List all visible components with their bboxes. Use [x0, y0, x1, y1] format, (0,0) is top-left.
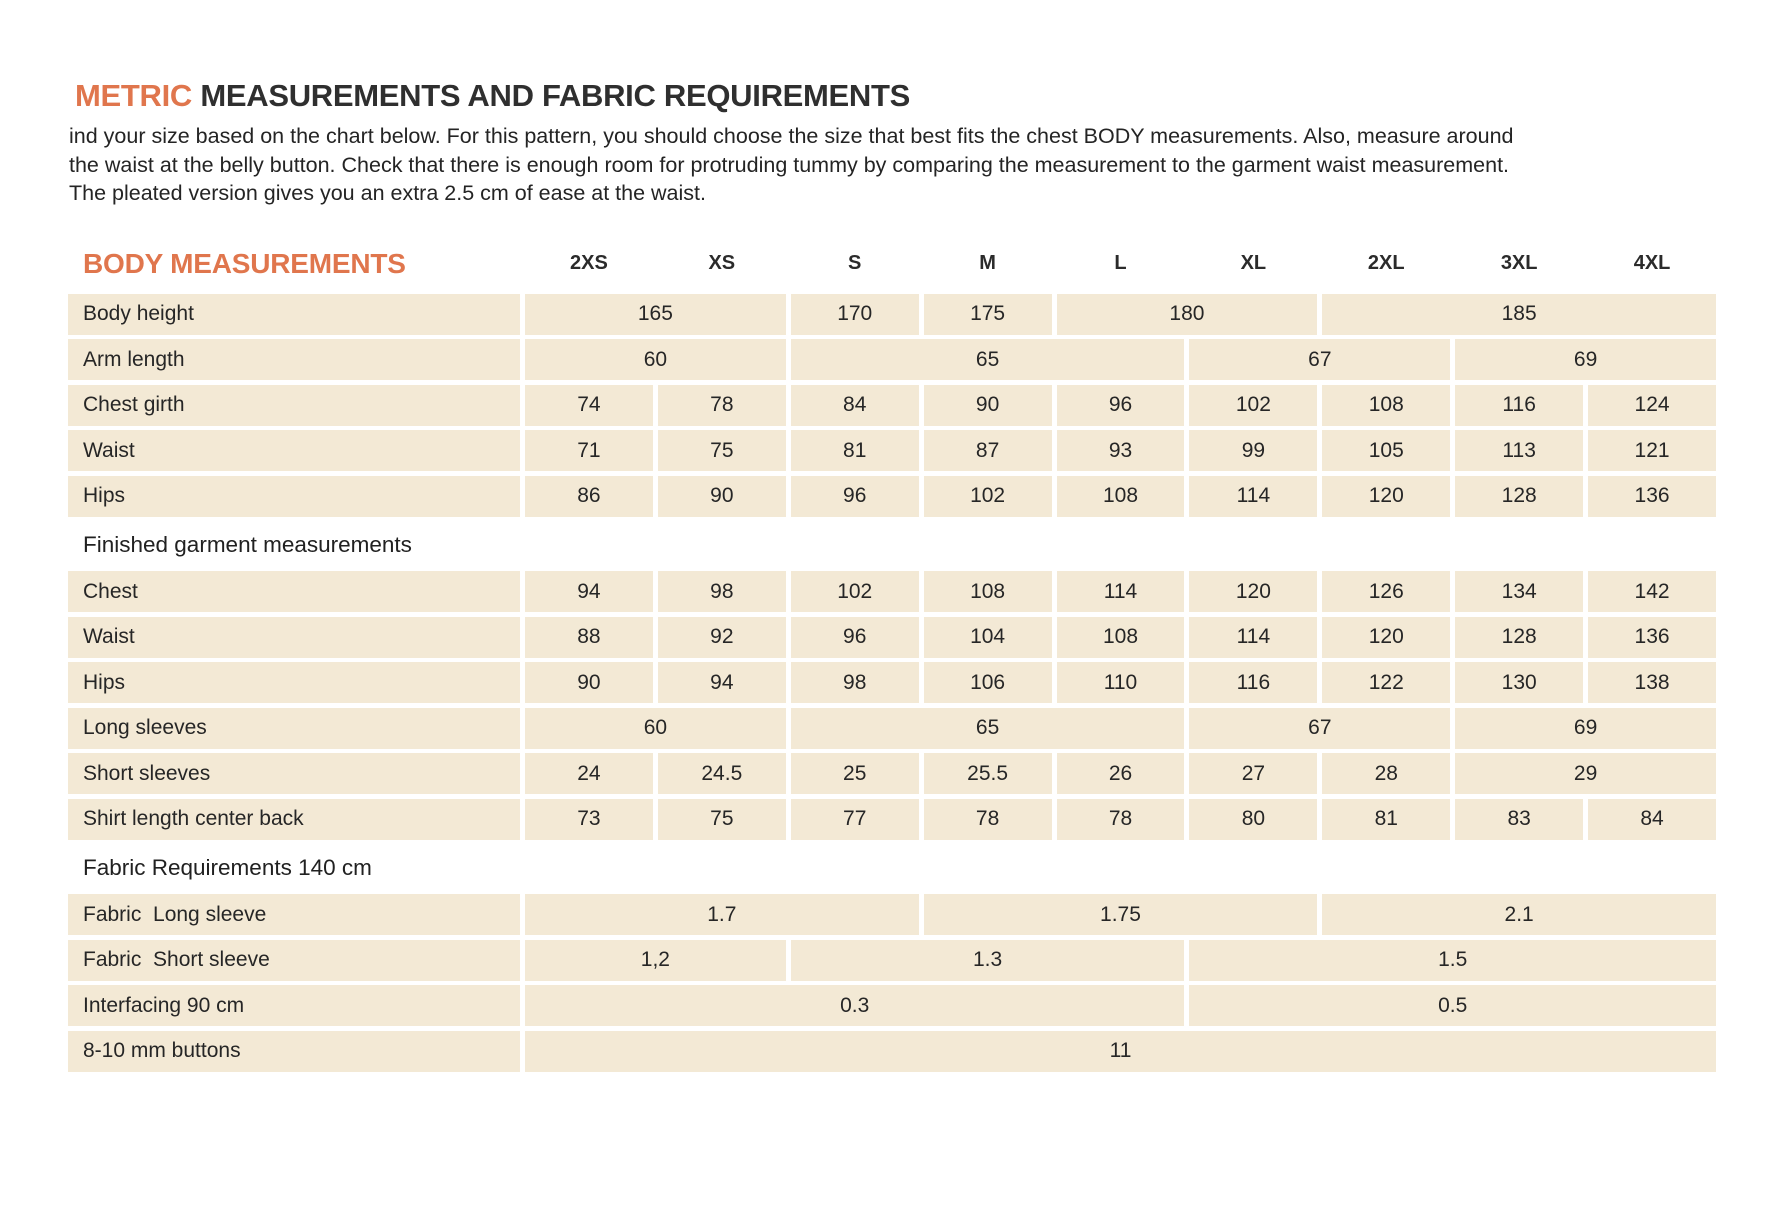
- value-cell: 165: [525, 294, 786, 335]
- value-cell: 24.5: [658, 753, 786, 794]
- section-heading: Finished garment measurements: [83, 531, 412, 557]
- value-cell: 60: [525, 708, 786, 749]
- value-cell: 86: [525, 476, 653, 517]
- value-cell: 11: [525, 1031, 1716, 1072]
- value-cell: 94: [658, 662, 786, 703]
- value-cell: 90: [658, 476, 786, 517]
- value-cell: 74: [525, 385, 653, 426]
- row-label: Waist: [68, 617, 520, 658]
- table-row: [68, 753, 1716, 794]
- value-cell: 60: [525, 339, 786, 380]
- row-label: Chest girth: [68, 385, 520, 426]
- value-cell: 81: [791, 430, 919, 471]
- table-row: [68, 1031, 1716, 1072]
- value-cell: 24: [525, 753, 653, 794]
- value-cell: 81: [1322, 799, 1450, 840]
- value-cell: 69: [1455, 339, 1716, 380]
- value-cell: 1.3: [791, 940, 1185, 981]
- value-cell: 130: [1455, 662, 1583, 703]
- value-cell: 25: [791, 753, 919, 794]
- value-cell: 69: [1455, 708, 1716, 749]
- value-cell: 84: [791, 385, 919, 426]
- value-cell: 170: [791, 294, 919, 335]
- row-label: Hips: [68, 662, 520, 703]
- value-cell: 67: [1189, 339, 1450, 380]
- row-label: Arm length: [68, 339, 520, 380]
- page-title-rest: MEASUREMENTS AND FABRIC REQUIREMENTS: [192, 78, 911, 113]
- value-cell: 175: [924, 294, 1052, 335]
- value-cell: 99: [1189, 430, 1317, 471]
- value-cell: 75: [658, 430, 786, 471]
- value-cell: 96: [791, 617, 919, 658]
- size-column-header: XL: [1240, 252, 1267, 274]
- value-cell: 120: [1322, 476, 1450, 517]
- value-cell: 98: [791, 662, 919, 703]
- size-column-header: M: [979, 252, 996, 274]
- value-cell: 114: [1057, 571, 1185, 612]
- value-cell: 88: [525, 617, 653, 658]
- table-row: [68, 708, 1716, 749]
- intro-paragraph: ind your size based on the chart below. For this pattern, you should choose the size that best fits the chest BODY measurements. Also, measure around the waist at the belly button. Check that there is enough room for protruding tummy by comparing the measurement to the garment waist measurement. The pleated version gives you an extra 2.5 cm of ease at the waist.: [69, 124, 1514, 205]
- value-cell: 2.1: [1322, 894, 1716, 935]
- value-cell: 105: [1322, 430, 1450, 471]
- value-cell: 78: [658, 385, 786, 426]
- section-heading: Fabric Requirements 140 cm: [83, 854, 372, 880]
- value-cell: 180: [1057, 294, 1318, 335]
- value-cell: 75: [658, 799, 786, 840]
- value-cell: 65: [791, 339, 1185, 380]
- value-cell: 108: [1322, 385, 1450, 426]
- value-cell: 116: [1455, 385, 1583, 426]
- value-cell: 120: [1189, 571, 1317, 612]
- row-label: Fabric Long sleeve: [68, 894, 520, 935]
- value-cell: 128: [1455, 476, 1583, 517]
- table-row: [68, 662, 1716, 703]
- value-cell: 65: [791, 708, 1185, 749]
- value-cell: 185: [1322, 294, 1716, 335]
- size-column-header: 4XL: [1633, 252, 1671, 274]
- row-label: 8-10 mm buttons: [68, 1031, 520, 1072]
- value-cell: 1.7: [525, 894, 919, 935]
- value-cell: 136: [1588, 476, 1716, 517]
- value-cell: 120: [1322, 617, 1450, 658]
- value-cell: 114: [1189, 617, 1317, 658]
- row-label: Waist: [68, 430, 520, 471]
- value-cell: 1.75: [924, 894, 1318, 935]
- table-row: [68, 571, 1716, 612]
- size-column-header: S: [848, 252, 862, 274]
- table-row: [68, 940, 1716, 981]
- size-column-header: 2XL: [1367, 252, 1405, 274]
- value-cell: 90: [924, 385, 1052, 426]
- value-cell: 121: [1588, 430, 1716, 471]
- value-cell: 1,2: [525, 940, 786, 981]
- table-header-row: [68, 240, 1716, 288]
- table-row: [68, 385, 1716, 426]
- row-label: Body height: [68, 294, 520, 335]
- page-title-highlight: METRIC: [75, 78, 193, 113]
- size-column-header: XS: [708, 252, 736, 274]
- page-title: [75, 78, 1722, 114]
- row-label: Short sleeves: [68, 753, 520, 794]
- size-column-header: 2XS: [570, 252, 608, 274]
- value-cell: 78: [1057, 799, 1185, 840]
- value-cell: 92: [658, 617, 786, 658]
- value-cell: 102: [1189, 385, 1317, 426]
- value-cell: 87: [924, 430, 1052, 471]
- value-cell: 128: [1455, 617, 1583, 658]
- value-cell: 136: [1588, 617, 1716, 658]
- size-column-header: 3XL: [1500, 252, 1538, 274]
- value-cell: 134: [1455, 571, 1583, 612]
- row-label: Fabric Short sleeve: [68, 940, 520, 981]
- value-cell: 77: [791, 799, 919, 840]
- value-cell: 98: [658, 571, 786, 612]
- row-label: Interfacing 90 cm: [68, 985, 520, 1026]
- value-cell: 93: [1057, 430, 1185, 471]
- value-cell: 0.3: [525, 985, 1184, 1026]
- value-cell: 124: [1588, 385, 1716, 426]
- value-cell: 1.5: [1189, 940, 1716, 981]
- value-cell: 28: [1322, 753, 1450, 794]
- value-cell: 84: [1588, 799, 1716, 840]
- table-row: [68, 339, 1716, 380]
- row-label: Shirt length center back: [68, 799, 520, 840]
- value-cell: 102: [924, 476, 1052, 517]
- value-cell: 126: [1322, 571, 1450, 612]
- value-cell: 102: [791, 571, 919, 612]
- row-label: Hips: [68, 476, 520, 517]
- value-cell: 110: [1057, 662, 1185, 703]
- value-cell: 67: [1189, 708, 1450, 749]
- value-cell: 73: [525, 799, 653, 840]
- table-header-title: BODY MEASUREMENTS: [83, 247, 406, 279]
- value-cell: 114: [1189, 476, 1317, 517]
- value-cell: 122: [1322, 662, 1450, 703]
- value-cell: 108: [924, 571, 1052, 612]
- value-cell: 96: [1057, 385, 1185, 426]
- value-cell: 96: [791, 476, 919, 517]
- table-row: [68, 294, 1716, 335]
- size-column-header: L: [1114, 252, 1127, 274]
- row-label: Long sleeves: [68, 708, 520, 749]
- table-row: [68, 799, 1716, 840]
- table-row: [68, 617, 1716, 658]
- table-row: [68, 430, 1716, 471]
- row-label: Chest: [68, 571, 520, 612]
- value-cell: 113: [1455, 430, 1583, 471]
- value-cell: 108: [1057, 617, 1185, 658]
- value-cell: 29: [1455, 753, 1716, 794]
- table-row: [68, 985, 1716, 1026]
- value-cell: 138: [1588, 662, 1716, 703]
- value-cell: 116: [1189, 662, 1317, 703]
- value-cell: 71: [525, 430, 653, 471]
- value-cell: 78: [924, 799, 1052, 840]
- value-cell: 104: [924, 617, 1052, 658]
- value-cell: 27: [1189, 753, 1317, 794]
- value-cell: 94: [525, 571, 653, 612]
- table-body: [68, 294, 1716, 1072]
- value-cell: 108: [1057, 476, 1185, 517]
- value-cell: 0.5: [1189, 985, 1716, 1026]
- measurements-table: [68, 240, 1716, 1072]
- value-cell: 26: [1057, 753, 1185, 794]
- value-cell: 25.5: [924, 753, 1052, 794]
- value-cell: 80: [1189, 799, 1317, 840]
- table-row: [68, 476, 1716, 517]
- value-cell: 83: [1455, 799, 1583, 840]
- value-cell: 142: [1588, 571, 1716, 612]
- value-cell: 90: [525, 662, 653, 703]
- table-row: [68, 894, 1716, 935]
- value-cell: 106: [924, 662, 1052, 703]
